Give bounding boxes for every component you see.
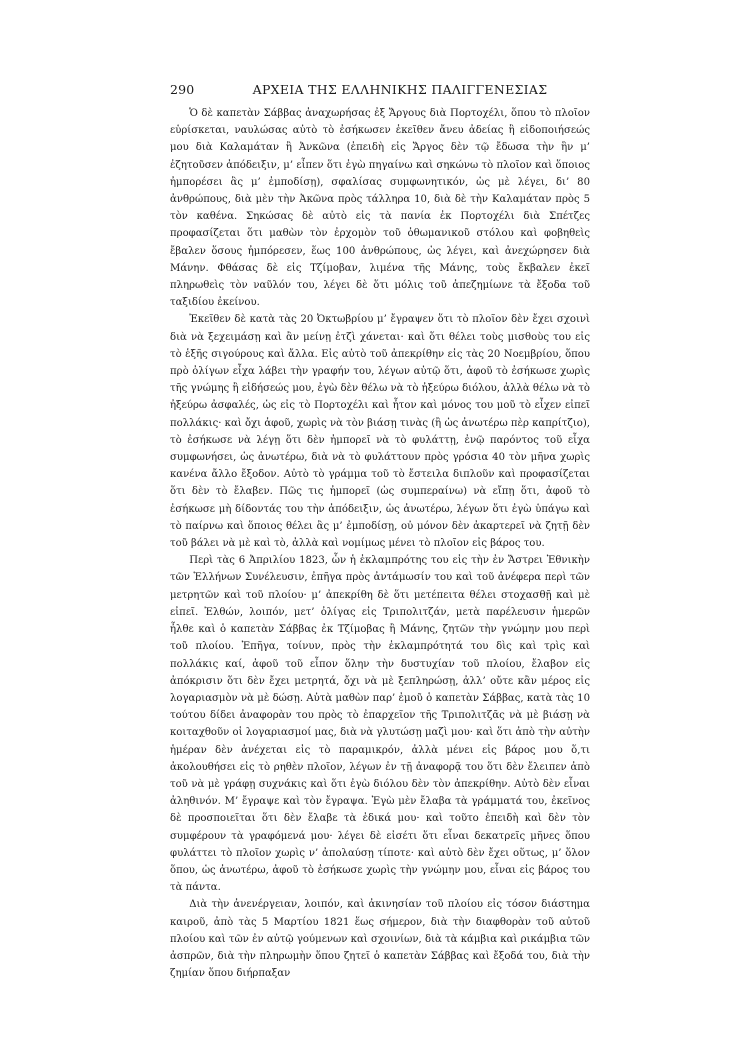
paragraph: Ὁ δὲ καπετὰν Σάββας ἀναχωρήσας ἐξ Ἄργους διὰ Πορτοχέλι, ὅπου τὸ πλοῖον εὑρίσκεται, ναυλώσας αὐτὸ τὸ ἐσήκωσεν ἐκεῖθεν ἄνευ ἀδείας ἢ εἰδοποιήσεώς μου διὰ Καλαμάταν ἢ Ἀνκῶνα (ἐπειδὴ εἰς Ἄργος δὲν τῷ ἔδωσα τὴν ἣν μ’ ἐζητοῦσεν ἀπόδειξιν, μ’ εἶπεν ὅτι ἐγὼ πηγαίνω καὶ σηκώνω τὸ πλοῖον καὶ ὅποιος ἠμπορέσει ἂς μ’ ἐμποδίσῃ), σφαλίσας συμφωνητικόν, ὡς μὲ λέγει, δι’ 80 ἀνθρώπους, διὰ μὲν τὴν Ἀκῶνα πρὸς τάλληρα 10, διὰ δὲ τὴν Καλαμάταν πρὸς 5 τὸν καθένα. Σηκώσας δὲ αὐτὸ εἰς τὰ πανία ἐκ Πορτοχέλι διὰ Σπέτζες προφασίζεται ὅτι μαθὼν τὸν ἐρχομὸν τοῦ ὀθωμανικοῦ στόλου καὶ φοβηθεὶς ἔβαλεν ὅσους ἠμπόρεσεν, ἕως 100 ἀνθρώπους, ὡς λέγει, καὶ ἀνεχώρησεν διὰ Μάνην. Φθάσας δὲ εἰς Τζίμοβαν, λιμένα τῆς Μάνης, τοὺς ἔκβαλεν ἐκεῖ πληρωθεὶς τὸν ναῦλόν του, λέγει δὲ ὅτι μόλις τοῦ ἀπεζημίωνε τὰ ἔξοδα τοῦ ταξιδίου ἐκείνου. xyxy=(170,108,590,309)
body-text xyxy=(170,105,590,982)
page-number: 290 xyxy=(170,82,195,97)
paragraph: Περὶ τὰς 6 Ἀπριλίου 1823, ὧν ἡ ἐκλαμπρότης του εἰς τὴν ἐν Ἄστρει Ἐθνικὴν τῶν Ἑλλήνων Συνέλευσιν, ἐπῆγα πρὸς ἀντάμωσίν του καὶ τοῦ ἀνέφερα περὶ τῶν μετρητῶν καὶ τοῦ πλοίου· μ’ ἀπεκρίθη δὲ ὅτι μετέπειτα θέλει στοχασθῇ καὶ μὲ εἰπεῖ. Ἐλθών, λοιπόν, μετ’ ὀλίγας εἰς Τριπολιτζάν, μετὰ παρέλευσιν ἡμερῶν ἦλθε καὶ ὁ καπετὰν Σάββας ἐκ Τζίμοβας ἢ Μάνης, ζητῶν τὴν γνώμην μου περὶ τοῦ πλοίου. Ἐπῆγα, τοίνυν, πρὸς τὴν ἐκλαμπρότητά του δὶς καὶ τρὶς καὶ πολλάκις καί, ἀφοῦ τοῦ εἶπον ὅλην τὴν δυστυχίαν τοῦ πλοίου, ἔλαβον εἰς ἀπόκρισιν ὅτι δὲν ἔχει μετρητά, ὄχι νὰ μὲ ξεπληρώσῃ, ἀλλ’ οὔτε κἂν μέρος εἰς λογαριασμὸν νὰ μὲ δώσῃ. Αὐτὰ μαθὼν παρ’ ἐμοῦ ὁ καπετὰν Σάββας, κατὰ τὰς 10 τούτου δίδει ἀναφορὰν του πρὸς τὸ ἐπαρχεῖον τῆς Τριπολιτζᾶς νὰ μὲ βιάσῃ νὰ κοιταχθοῦν οἱ λογαριασμοί μας, διὰ νὰ γλυτώσῃ μαζὶ μου· καὶ ὅτι ἀπὸ τὴν αὐτὴν ἡμέραν δὲν ἀνέχεται εἰς τὸ παραμικρόν, ἀλλὰ μένει εἰς βάρος μου ὅ,τι ἀκολουθήσει εἰς τὸ ρηθὲν πλοῖον, λέγων ἐν τῇ ἀναφορᾷ του ὅτι δὲν ἔλειπεν ἀπὸ τοῦ νὰ μὲ γράφῃ συχνάκις καὶ ὅτι ἐγὼ διόλου δὲν τὸν ἀπεκρίθην. Αὐτὸ δὲν εἶναι ἀληθινόν. Μ’ ἔγραψε καὶ τὸν ἔγραψα. Ἐγὼ μὲν ἔλαβα τὰ γράμματά του, ἐκεῖνος δὲ προσποιεῖται ὅτι δὲν ἔλαβε τὰ ἐδικά μου· καὶ τοῦτο ἐπειδὴ καὶ δὲν τὸν συμφέρουν τὰ γραφόμενά μου· λέγει δὲ εἰσέτι ὅτι εἶναι δεκατρεῖς μῆνες ὅπου φυλάττει τὸ πλοῖον χωρὶς ν’ ἀπολαύσῃ τίποτε· καὶ αὐτὸ δὲν ἔχει οὕτως, μ’ ὅλον ὅπου, ὡς ἀνωτέρω, ἀφοῦ τὸ ἐσήκωσε χωρὶς τὴν γνώμην μου, εἶναι εἰς βάρος του τὰ πάντα. xyxy=(170,555,590,894)
page-header xyxy=(170,82,590,102)
paragraph: Διὰ τὴν ἀνενέργειαν, λοιπόν, καὶ ἀκινησίαν τοῦ πλοίου εἰς τόσον διάστημα καιροῦ, ἀπὸ τὰς 5 Μαρτίου 1821 ἕως σήμερον, διὰ τὴν διαφθορὰν τοῦ αὐτοῦ πλοίου καὶ τῶν ἐν αὐτῷ γούμενων καὶ σχοινίων, διὰ τὰ κάμβια καὶ ρικάμβια τῶν ἀσπρῶν, διὰ τὴν πληρωμὴν ὅπου ζητεῖ ὁ καπετὰν Σάββας καὶ ἔξοδά του, διὰ τὴν ζημίαν ὅπου διήρπαξαν xyxy=(170,899,590,980)
paragraph: Ἐκεῖθεν δὲ κατὰ τὰς 20 Ὀκτωβρίου μ’ ἔγραψεν ὅτι τὸ πλοῖον δὲν ἔχει σχοινὶ διὰ νὰ ξεχειμάσῃ καὶ ἂν μείνῃ ἐτζὶ χάνεται· καὶ ὅτι θέλει τοὺς μισθοὺς του εἰς τὸ ἑξῆς σιγούρους καὶ ἄλλα. Εἰς αὐτὸ τοῦ ἀπεκρίθην εἰς τὰς 20 Νοεμβρίου, ὅπου πρὸ ὀλίγων εἶχα λάβει τὴν γραφήν του, λέγων αὐτῷ ὅτι, ἀφοῦ τὸ ἐσήκωσε χωρὶς τῆς γνώμης ἢ εἰδήσεώς μου, ἐγὼ δὲν θέλω νὰ τὸ ἠξεύρω διόλου, ἀλλὰ θέλω νὰ τὸ ἠξεύρω ἀσφαλές, ὡς εἰς τὸ Πορτοχέλι καὶ ἦτον καὶ μόνος του μοῦ τὸ εἶχεν εἰπεῖ πολλάκις· καὶ ὄχι ἀφοῦ, χωρὶς νὰ τὸν βιάσῃ τινὰς (ἢ ὡς ἀνωτέρω πὲρ καπρίτζιο), τὸ ἐσήκωσε νὰ λέγῃ ὅτι δὲν ἠμπορεῖ νὰ τὸ φυλάττῃ, ἐνῷ παρόντος τοῦ εἶχα συμφωνήσει, ὡς ἀνωτέρω, διὰ νὰ τὸ φυλάττουν πρὸς γρόσια 40 τὸν μῆνα χωρὶς κανένα ἄλλο ἔξοδον. Αὐτὸ τὸ γράμμα τοῦ τὸ ἔστειλα διπλοῦν καὶ προφασίζεται ὅτι δὲν τὸ ἔλαβεν. Πῶς τις ἠμπορεῖ (ὡς συμπεραίνω) νὰ εἴπῃ ὅτι, ἀφοῦ τὸ ἐσήκωσε μὴ δίδοντάς του τὴν ἀπόδειξιν, ὡς ἀνωτέρω, λέγων ὅτι ἐγὼ ὑπάγω καὶ τὸ παίρνω καὶ ὅποιος θέλει ἂς μ’ ἐμποδίσῃ, οὐ μόνον δὲν ἀκαρτερεῖ νὰ ζητῇ δὲν τοῦ βάλει νὰ μὲ καὶ τὸ, ἀλλὰ καὶ νομίμως μένει τὸ πλοῖον εἰς βάρος του. xyxy=(170,314,590,550)
running-title: ΑΡΧΕΙΑ ΤΗΣ ΕΛΛΗΝΙΚΗΣ ΠΑΛΙΓΓΕΝΕΣΙΑΣ xyxy=(252,82,548,97)
